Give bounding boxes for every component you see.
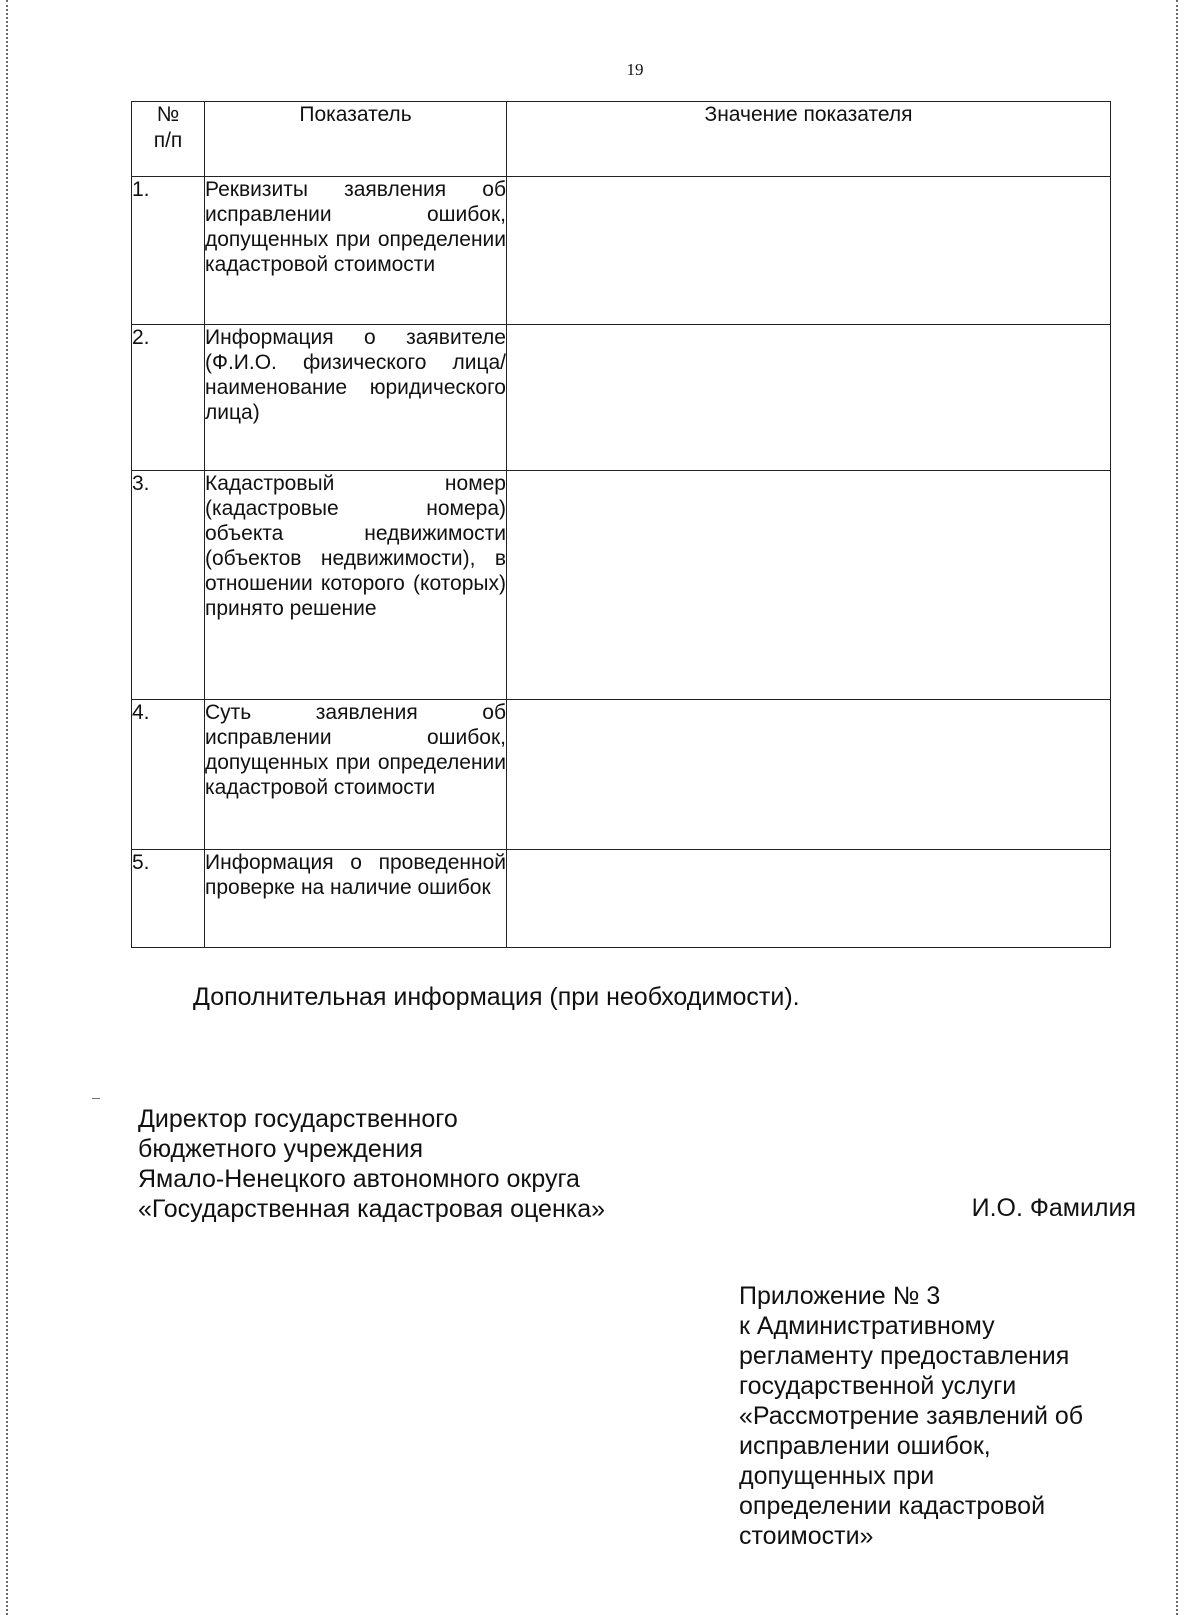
appendix-line: Приложение № 3 <box>739 1282 941 1310</box>
header-indicator: Показатель <box>205 102 507 177</box>
margin-mark <box>92 1098 100 1099</box>
table-row <box>132 177 1111 325</box>
row-value <box>507 700 1111 850</box>
director-line: бюджетного учреждения <box>138 1135 424 1163</box>
row-indicator: Суть заявления об исправлении ошибок, допущенных при определении кадастровой стоимости <box>205 700 507 850</box>
appendix-line: исправлении ошибок, <box>739 1432 991 1460</box>
appendix-heading <box>739 1281 1159 1551</box>
appendix-line: стоимости» <box>739 1522 874 1550</box>
director-line: Директор государственного <box>138 1105 458 1133</box>
row-number: 2. <box>132 325 205 471</box>
page-number: 19 <box>626 60 644 79</box>
row-value <box>507 325 1111 471</box>
row-value <box>507 471 1111 700</box>
indicators-table <box>131 101 1111 948</box>
row-value <box>507 177 1111 325</box>
row-number: 4. <box>132 700 205 850</box>
table-row <box>132 850 1111 948</box>
director-line: «Государственная кадастровая оценка» <box>138 1195 606 1223</box>
scan-left-edge <box>6 0 8 1615</box>
row-indicator: Информация о проведенной проверке на наличие ошибок <box>205 850 507 948</box>
director-line: Ямало-Ненецкого автономного округа <box>138 1165 580 1193</box>
signer-name: И.О. Фамилия <box>971 1194 1136 1222</box>
appendix-line: определении кадастровой <box>739 1492 1046 1520</box>
appendix-line: регламенту предоставления <box>739 1342 1070 1370</box>
row-number: 5. <box>132 850 205 948</box>
header-number-line1: № <box>156 103 180 126</box>
table-row <box>132 325 1111 471</box>
row-indicator: Информация о заявителе (Ф.И.О. физического лица/наименование юридического лица) <box>205 325 507 471</box>
row-indicator: Реквизиты заявления об исправлении ошибок, допущенных при определении кадастровой стоимости <box>205 177 507 325</box>
director-position <box>138 1104 698 1224</box>
header-number-line2: п/п <box>153 129 183 152</box>
header-value: Значение показателя <box>507 102 1111 177</box>
appendix-line: государственной услуги <box>739 1372 1017 1400</box>
table-row <box>132 471 1111 700</box>
appendix-line: допущенных при <box>739 1462 935 1490</box>
table-row <box>132 700 1111 850</box>
row-number: 1. <box>132 177 205 325</box>
scan-right-edge <box>1176 0 1178 1615</box>
row-value <box>507 850 1111 948</box>
appendix-line: к Административному <box>739 1312 995 1340</box>
appendix-line: «Рассмотрение заявлений об <box>739 1402 1084 1430</box>
row-number: 3. <box>132 471 205 700</box>
additional-info: Дополнительная информация (при необходимости). <box>193 983 800 1011</box>
header-number <box>132 102 205 177</box>
row-indicator: Кадастровый номер (кадастровые номера) объекта недвижимости (объектов недвижимости), в отношении которого (которых) принято решение <box>205 471 507 700</box>
table-header-row <box>132 102 1111 177</box>
